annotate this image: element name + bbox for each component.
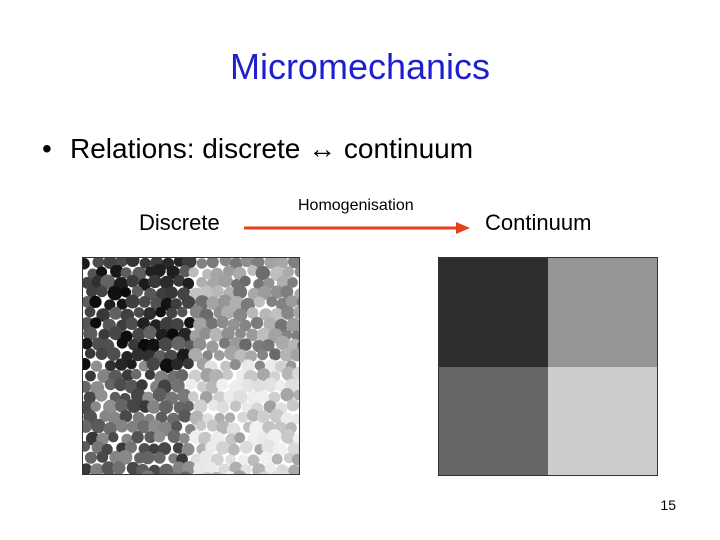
particle <box>83 358 91 370</box>
particle <box>89 296 101 308</box>
particle <box>177 307 187 317</box>
particle <box>154 431 166 443</box>
particle <box>260 451 273 464</box>
continuum-cell-bottom-right <box>548 367 657 476</box>
particle <box>241 379 254 392</box>
particle <box>166 308 177 319</box>
particle <box>223 369 234 380</box>
particle <box>126 275 139 288</box>
particle <box>115 358 127 370</box>
particle <box>85 371 96 382</box>
particle <box>220 258 232 266</box>
particle <box>83 381 91 393</box>
particle <box>91 419 105 433</box>
particle <box>109 307 122 320</box>
particle <box>97 451 109 463</box>
particle <box>95 389 107 401</box>
particle <box>293 305 299 319</box>
particle <box>85 307 96 318</box>
particle <box>225 412 235 422</box>
particle <box>216 316 228 328</box>
particle <box>254 297 265 308</box>
particle <box>159 338 173 352</box>
particle <box>171 358 183 370</box>
particle <box>148 275 161 288</box>
particle <box>147 400 161 414</box>
particle <box>116 420 129 433</box>
particle <box>183 358 194 369</box>
particle <box>108 286 123 301</box>
particle <box>230 359 241 370</box>
particle <box>86 286 97 297</box>
particle <box>126 295 140 309</box>
discrete-particle-image <box>82 257 300 475</box>
particle <box>237 412 248 423</box>
particle <box>239 338 252 351</box>
continuum-label: Continuum <box>485 210 592 235</box>
particle <box>287 399 299 411</box>
particle <box>240 276 251 287</box>
bullet-marker: • <box>42 133 52 164</box>
particle <box>126 359 136 369</box>
particle <box>217 401 229 413</box>
particle <box>147 357 161 371</box>
particle <box>83 258 90 270</box>
particle <box>196 421 207 432</box>
particle <box>281 306 295 320</box>
particle <box>131 348 144 361</box>
particle <box>125 317 138 330</box>
particle <box>197 258 208 269</box>
particle <box>228 444 240 456</box>
particle <box>216 379 228 391</box>
particle <box>216 441 229 454</box>
particle <box>251 317 263 329</box>
particle <box>214 350 225 361</box>
particle <box>107 347 121 361</box>
particle <box>189 267 199 277</box>
particle <box>266 296 277 307</box>
continuum-cell-top-left <box>439 258 548 367</box>
particle <box>90 401 101 412</box>
particle <box>85 348 96 359</box>
particle-field <box>83 258 299 474</box>
particle <box>171 336 185 350</box>
bullet-item <box>42 133 473 165</box>
particle <box>179 433 190 444</box>
particle <box>126 258 139 267</box>
arrow-head <box>456 222 470 234</box>
bullet-text: Relations: discrete ↔ continuum <box>70 133 474 164</box>
particle <box>178 410 191 423</box>
particle <box>112 461 125 474</box>
slide-title: Micromechanics <box>229 46 491 87</box>
particle <box>143 326 157 340</box>
particle <box>139 296 151 308</box>
particle <box>257 349 268 360</box>
homogenisation-arrow <box>244 218 472 238</box>
particle <box>96 348 108 360</box>
particle <box>207 258 219 268</box>
particle <box>93 258 105 268</box>
particle <box>134 307 145 318</box>
particle <box>288 465 299 474</box>
particle <box>272 454 283 465</box>
continuum-cell-top-right <box>548 258 657 367</box>
particle <box>219 274 233 288</box>
discrete-label: Discrete <box>139 210 220 235</box>
particle <box>186 379 197 390</box>
particle <box>91 361 102 372</box>
particle <box>286 295 298 307</box>
particle <box>269 348 281 360</box>
particle <box>141 451 154 464</box>
particle <box>230 401 241 412</box>
particle <box>131 369 142 380</box>
continuum-image <box>438 257 658 476</box>
particle <box>155 307 166 318</box>
continuum-cell-bottom-left <box>439 367 548 476</box>
particle <box>117 338 128 349</box>
particle <box>257 391 269 403</box>
particle <box>131 431 143 443</box>
homogenisation-label: Homogenisation <box>298 197 414 214</box>
particle <box>85 452 97 464</box>
page-number: 15 <box>660 497 676 513</box>
particle <box>96 286 108 298</box>
particle <box>108 432 118 442</box>
particle <box>154 452 166 464</box>
particle <box>145 370 155 380</box>
particle <box>168 430 181 443</box>
particle <box>153 388 167 402</box>
particle <box>165 286 178 299</box>
particle <box>240 441 253 454</box>
